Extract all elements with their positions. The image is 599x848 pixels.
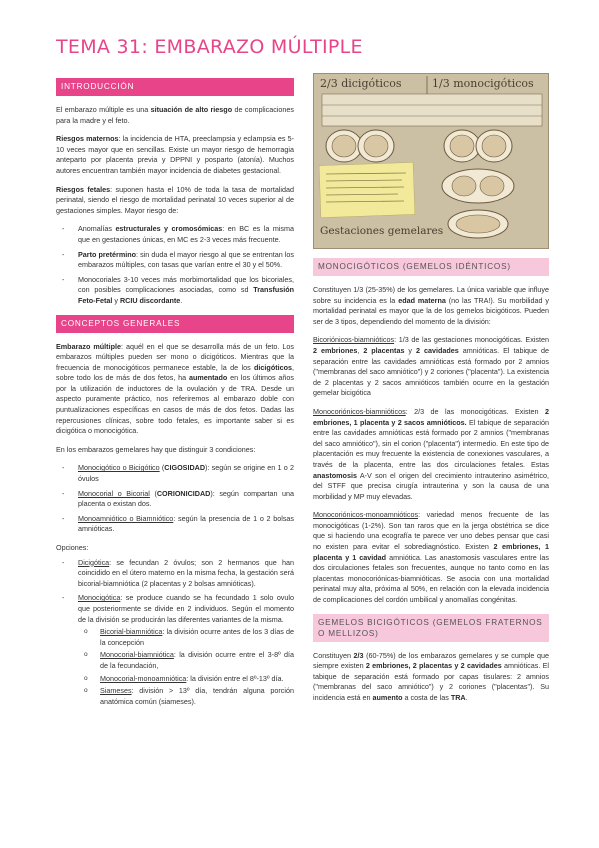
monocorionicos-monoamnioticos: Monocoriónicos-monoamnióticos: variedad menos frecuente de las monocigóticas (1-2%). Son tan raros que en la jerga obstétrica se dice que si haciendo una ecografía te parece ver uno debes pensar que casi no existen para evitar el sobrediagnóstico. Existen 2 embriones, 1 placenta y 1 cavidad amniótica. Las anastomosis vasculares entre las dos circulaciones fetales son frecuentes, aunque no tanto como en las placentas monocoriónicas-biamnióticas. Se asocia con una mortalidad perinatal muy alta, próxima al 50%, en relación con la elevada incidencia de complicaciones del cordón umbilical y anomalías congénitas. [313,510,549,605]
section-header-introduccion: INTRODUCCIÓN [56,78,294,96]
list-item: - Dicigótica: se fecundan 2 óvulos; son 2 hermanos que han coincidido en el útero materno en la misma fecha, la gestación será bicorial-biamniótica (2 placentas y 2 bolsas amnióticas). [56,558,294,590]
condiciones-list [56,463,294,535]
opciones-label: Opciones: [56,543,89,552]
section-header-bicigoticos: GEMELOS BICIGÓTICOS (GEMELOS FRATERNOS O MELLIZOS) [313,614,549,642]
riesgos-fetales-list [56,224,294,306]
gestaciones-gemelares-figure [313,73,549,249]
opciones-list [56,558,294,708]
figure-label-monocigoticos: 1/3 monocigóticos [432,77,534,90]
section-header-monocigoticos: MONOCIGÓTICOS (GEMELOS IDÉNTICOS) [313,258,549,276]
section-header-conceptos: CONCEPTOS GENERALES [56,315,294,333]
list-item: - Anomalías estructurales y cromosómicas: en BC es la misma que en gestaciones únicas, en MC es 2-3 veces más frecuente. [56,224,294,245]
list-item: o Monocorial-biamniótica: la división ocurre entre el 3-8º día de la fecundación, [78,650,294,671]
list-item: o Siameses: división > 13º día, tendrán alguna porción anatómica común (siameses). [78,686,294,707]
embarazo-multiple-definition: Embarazo múltiple: aquél en el que se desarrolla más de un feto. Los embarazos múltiples pueden ser mono o dicigóticos. Mientras que la frecuencia de monocigóticos permanece estable, la de los dicigóticos, sobre todo los de más de dos fetos, ha aumentado en los últimos años por la utilización de inductores de la ovulación y de TRA. Desde un aspecto puramente práctico, nos referiremos al embarazo doble con puntualizaciones específicas en casos de más de dos fetos. Dadas las repercusiones clínicas, sobre todo fetales, es importante saber si es dicigótica o monocigótica. [56,341,294,436]
figure-caption: Gestaciones gemelares [320,225,444,237]
monocigotica-sublist [78,627,294,707]
monocigoticos-intro: Constituyen 1/3 (25-35%) de los gemelares. La única variable que influye sobre su incidencia es la edad materna (no las TRA!). Su morbilidad y mortalidad perinatal es mayor que la de los gemelos bicigóticos. Pueden ser de 3 tipos, dependiendo del momento de la división: [313,285,549,326]
list-item: - Monocorial o Bicorial (CORIONICIDAD): según compartan una placenta o existan dos. [56,489,294,510]
list-item: - Parto pretérmino: sin duda el mayor riesgo al que se entrentan los embarazos múltiples, con tasas que varían entre el 30 y el 50%. [56,250,294,271]
bicorionicos-biamnioticos: Bicoriónicos-biamnióticos: 1/3 de las gestaciones monocigóticas. Existen 2 embriones, 2 placentas y 2 cavidades amnióticas. El tabique de separación entre las cavidades amnióticas está formado por 2 amnios ("membranas del saco amniótico") y 2 coriones ("placenta"). La existencia de 2 placentas y 2 sacos amnióticos también ocurre en la gestación gemelar bicigótica [313,335,550,398]
condiciones-intro: En los embarazos gemelares hay que distinguir 3 condiciones: [56,444,256,454]
left-column [56,78,294,715]
figure-label-dicigoticos: 2/3 dicigóticos [320,77,402,90]
list-item: - Monocigótico o Bicigótico (CIGOSIDAD): según se origine en 1 o 2 óvulos [56,463,294,484]
riesgos-fetales: Riesgos fetales: suponen hasta el 10% de toda la tasa de mortalidad perinatal, siendo el riesgo de mortalidad perinatal 10 veces superior al de gestaciones simples. Mayor riesgo de: [56,184,294,215]
page-title: TEMA 31: EMBARAZO MÚLTIPLE [56,36,363,58]
right-column [313,258,549,712]
list-item: o Bicorial-biamniótica: la división ocurre antes de los 3 días de la concepción [78,627,294,648]
list-item: - Monocoriales 3-10 veces más morbimortalidad que los bicoriales, con posibles complicaciones asociadas, como sd Transfusión Feto-Fetal y RCIU discordante. [56,275,294,307]
bicigoticos-paragraph: Constituyen 2/3 (60-75%) de los embarazos gemelares y se cumple que siempre existen 2 embriones, 2 placentas y 2 cavidades amnióticas. El tabique de separación está formado por capas tisulares: 2 amnios ("membranas del saco amniótico") y 2 coriones ("placentas"). Su incidencia está en aumento a costa de las TRA. [313,650,549,702]
monocorionicos-biamnioticos: Monocoriónicos-biamnióticos: 2/3 de las monocigóticas. Existen 2 embriones, 1 placenta y 2 sacos amnióticos. El tabique de separación entre las cavidades amnióticas está formado por 2 amnios ("membranas del saco amniótico"), sin el corion ("placenta") intermedio. En este tipo de placentación es muy frecuente la existencia de conexiones vasculares, a través de la placenta, entre las dos circulaciones fetales. Estas anastomosis A-V son el origen del crecimiento intrauterino asimétrico, del STFF que precisa cirugía intrauterina y son la causa de una morbilidad y MP muy elevadas. [313,406,549,501]
twin-placentation-diagram [314,74,549,249]
list-item: - Monocigótica: se produce cuando se ha fecundado 1 solo ovulo que posteriormente se divide en 2 individuos. Según el momento de la división se producirán las diferentes variantes de la misma. o Bicorial-biamniótica: la división ocurre antes de los 3 días de la concepción o Monocorial-biamniótica: la división ocurre entre el 3-8º día de la fecundación, o Monocorial-monoamniótica: la división entre el 8º-13º día. o Siameses: división > 13º día, tendrán alguna porción anatómica común (siameses). [56,593,294,707]
list-item: o Monocorial-monoamniótica: la división entre el 8º-13º día. [78,674,294,685]
riesgos-maternos: Riesgos maternos: la incidencia de HTA, preeclampsia y eclampsia es 5-10 veces mayor que en sencillas. Existe un mayor riesgo de hemorragia anteparto por placenta previa y DPPNI y posparto (atonía). Muchos autores encuentran también mayor incidencia de diabetes gestacional. [56,134,295,175]
list-item: - Monoamniótico o Biamniótico: según la presencia de 1 o 2 bolsas amnióticas. [56,514,294,535]
intro-paragraph: El embarazo múltiple es una situación de alto riesgo de complicaciones para la madre y el feto. [56,105,294,125]
